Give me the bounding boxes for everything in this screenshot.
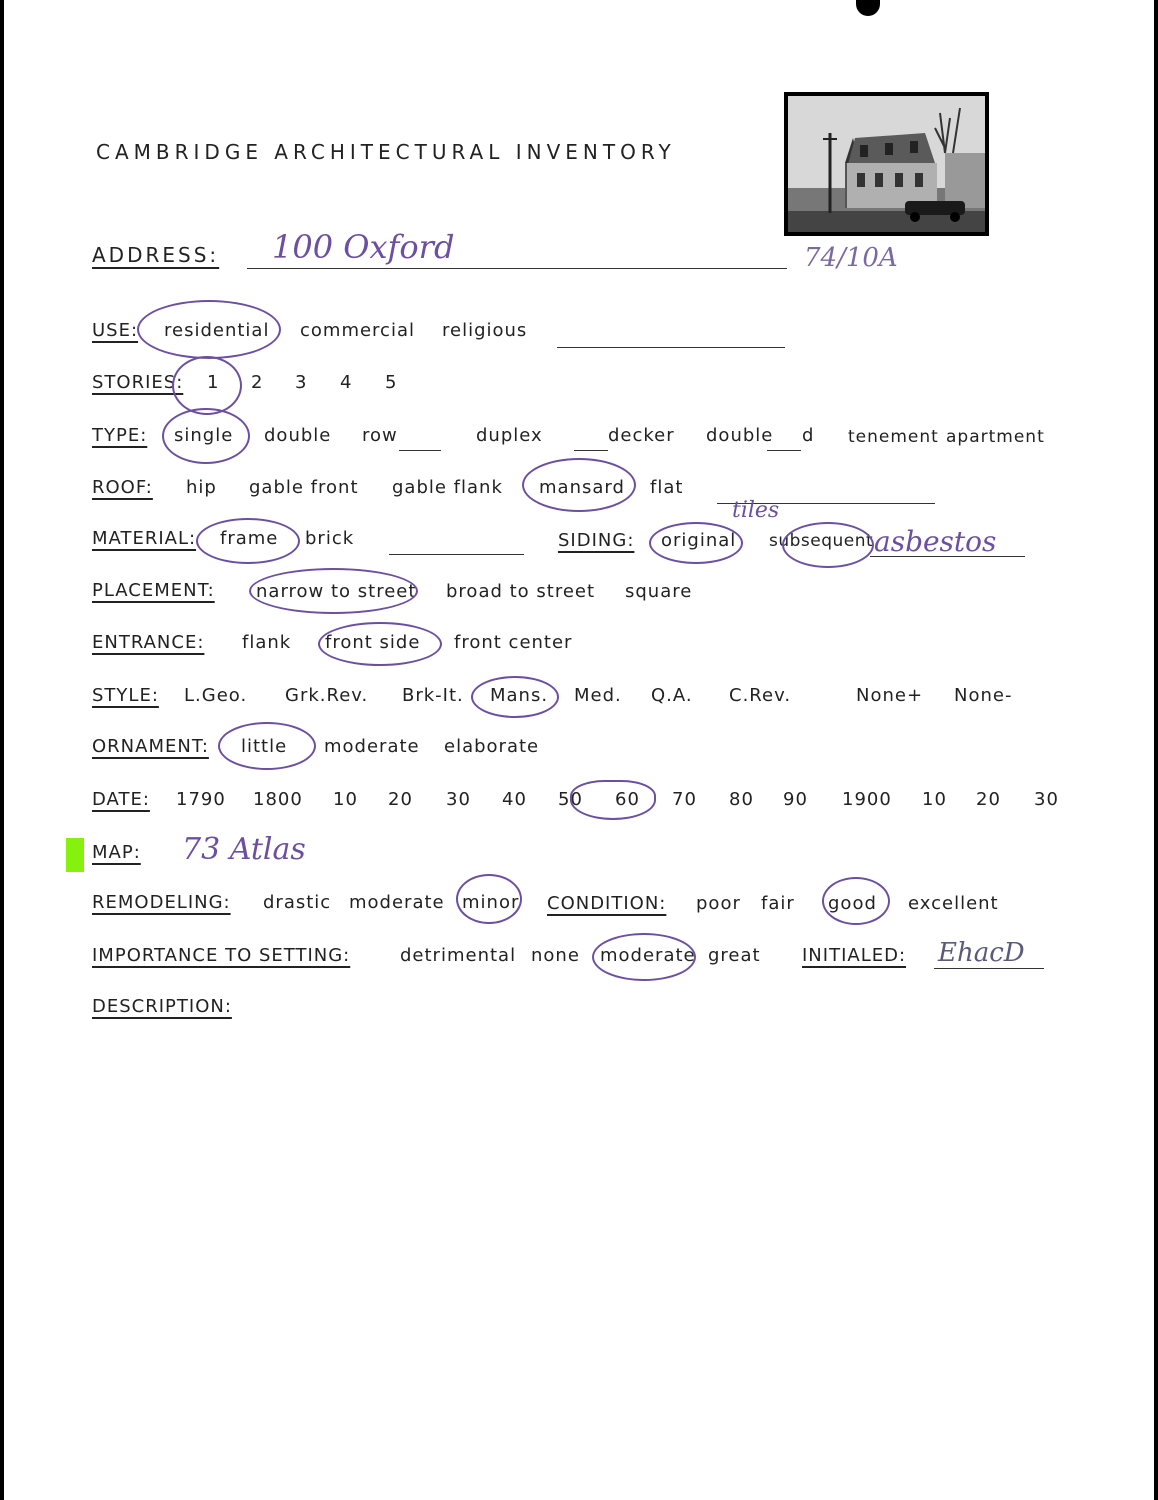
ornament-option: moderate	[324, 736, 420, 757]
date-selection-mark	[570, 780, 656, 820]
siding-option: original	[661, 530, 737, 551]
roof-option: mansard	[539, 477, 625, 498]
use-selection-circle	[137, 300, 281, 359]
importance-selection-circle	[592, 933, 696, 981]
condition-option: poor	[696, 893, 741, 914]
material-selection-circle	[196, 518, 300, 564]
material-option: brick	[305, 528, 355, 549]
entrance-option: front center	[454, 632, 573, 653]
map-label: MAP:	[92, 842, 141, 863]
style-option: Mans.	[490, 685, 549, 706]
style-label: STYLE:	[92, 685, 159, 706]
stories-option: 3	[295, 372, 308, 393]
roof-option: gable flank	[392, 477, 503, 498]
siding-option: subsequent	[769, 531, 874, 551]
map-value: 73 Atlas	[182, 832, 306, 867]
type-decker-line	[574, 450, 608, 451]
date-option: 90	[783, 789, 808, 810]
address-label: ADDRESS:	[92, 243, 220, 267]
date-option: 60	[615, 789, 640, 810]
condition-selection-circle	[822, 877, 890, 925]
address-ref: 74/10A	[804, 243, 898, 273]
condition-option: good	[828, 893, 877, 914]
importance-option: detrimental	[400, 945, 517, 966]
punch-hole	[856, 0, 880, 16]
date-option: 20	[388, 789, 413, 810]
style-option: Grk.Rev.	[285, 685, 369, 706]
type-option: double	[264, 425, 332, 446]
roof-label: ROOF:	[92, 477, 153, 498]
building-photo	[784, 92, 989, 236]
importance-label: IMPORTANCE TO SETTING:	[92, 945, 351, 966]
style-option: Brk-It.	[402, 685, 464, 706]
entrance-option: flank	[242, 632, 292, 653]
ornament-option: elaborate	[444, 736, 540, 757]
type-option: duplex	[476, 425, 543, 446]
placement-option: narrow to street	[256, 581, 417, 602]
type-selection-circle	[162, 408, 250, 464]
siding-label: SIDING:	[558, 530, 635, 551]
style-option: None+	[856, 685, 924, 706]
style-option: Med.	[574, 685, 622, 706]
stories-option: 4	[340, 372, 353, 393]
roof-option: hip	[186, 477, 217, 498]
use-other-line	[557, 347, 785, 348]
initialed-value: EhacD	[938, 938, 1025, 968]
style-option: C.Rev.	[729, 685, 792, 706]
roof-option: flat	[650, 477, 684, 498]
stories-label: STORIES:	[92, 372, 184, 393]
siding-value: asbestos	[874, 525, 997, 558]
use-option: residential	[164, 320, 270, 341]
stories-option: 5	[385, 372, 398, 393]
style-option: Q.A.	[651, 685, 693, 706]
date-option: 1900	[842, 789, 892, 810]
date-option: 1800	[253, 789, 303, 810]
remodeling-option: drastic	[263, 892, 332, 913]
type-option: decker	[608, 425, 675, 446]
condition-option: excellent	[908, 893, 999, 914]
description-label: DESCRIPTION:	[92, 996, 232, 1017]
address-value: 100 Oxford	[272, 228, 455, 266]
material-other-line	[389, 554, 524, 555]
importance-option: none	[531, 945, 580, 966]
use-option: religious	[442, 320, 528, 341]
placement-label: PLACEMENT:	[92, 580, 215, 601]
roof-selection-circle	[522, 458, 636, 512]
remodeling-option: minor	[462, 892, 520, 913]
date-option: 30	[1034, 789, 1059, 810]
type-option: row	[362, 425, 398, 446]
type-option: double	[706, 425, 774, 446]
importance-option: moderate	[600, 945, 696, 966]
date-option: 1790	[176, 789, 226, 810]
address-line	[247, 268, 787, 269]
placement-selection-circle	[249, 568, 418, 614]
siding-original-circle	[649, 522, 743, 564]
material-label: MATERIAL:	[92, 528, 197, 549]
style-option: None-	[954, 685, 1013, 706]
date-option: 10	[333, 789, 358, 810]
date-option: 50	[558, 789, 583, 810]
ornament-selection-circle	[218, 722, 316, 770]
entrance-option: front side	[325, 632, 421, 653]
stories-selection-circle	[172, 356, 242, 415]
form-title: CAMBRIDGE ARCHITECTURAL INVENTORY	[96, 140, 676, 164]
remodeling-option: moderate	[349, 892, 445, 913]
placement-option: square	[625, 581, 693, 602]
date-option: 20	[976, 789, 1001, 810]
initialed-line	[934, 968, 1044, 969]
siding-note: tiles	[732, 498, 780, 523]
material-option: frame	[220, 528, 279, 549]
use-label: USE:	[92, 320, 139, 341]
highlighter-mark	[66, 838, 84, 872]
type-double-line	[767, 450, 801, 451]
importance-option: great	[708, 945, 761, 966]
condition-option: fair	[761, 893, 795, 914]
style-option: L.Geo.	[184, 685, 248, 706]
date-option: 30	[446, 789, 471, 810]
type-option: d	[802, 425, 815, 446]
roof-option: gable front	[249, 477, 359, 498]
date-option: 70	[672, 789, 697, 810]
type-option: single	[174, 425, 234, 446]
stories-option: 2	[251, 372, 264, 393]
style-selection-circle	[471, 676, 559, 718]
inventory-form	[4, 0, 1154, 1500]
entrance-label: ENTRANCE:	[92, 632, 205, 653]
entrance-selection-circle	[318, 622, 442, 666]
type-option: tenement	[848, 427, 939, 447]
date-option: 40	[502, 789, 527, 810]
type-row-line	[399, 450, 441, 451]
siding-subsequent-circle	[782, 522, 874, 568]
stories-option: 1	[207, 372, 220, 393]
use-option: commercial	[300, 320, 415, 341]
date-option: 10	[922, 789, 947, 810]
type-option: apartment	[946, 427, 1045, 447]
placement-option: broad to street	[446, 581, 596, 602]
ornament-option: little	[241, 736, 288, 757]
remodeling-label: REMODELING:	[92, 892, 231, 913]
remodeling-selection-circle	[456, 874, 522, 924]
condition-label: CONDITION:	[547, 893, 667, 914]
type-label: TYPE:	[92, 425, 148, 446]
initialed-label: INITIALED:	[802, 945, 907, 966]
ornament-label: ORNAMENT:	[92, 736, 209, 757]
date-option: 80	[729, 789, 754, 810]
date-label: DATE:	[92, 789, 150, 810]
